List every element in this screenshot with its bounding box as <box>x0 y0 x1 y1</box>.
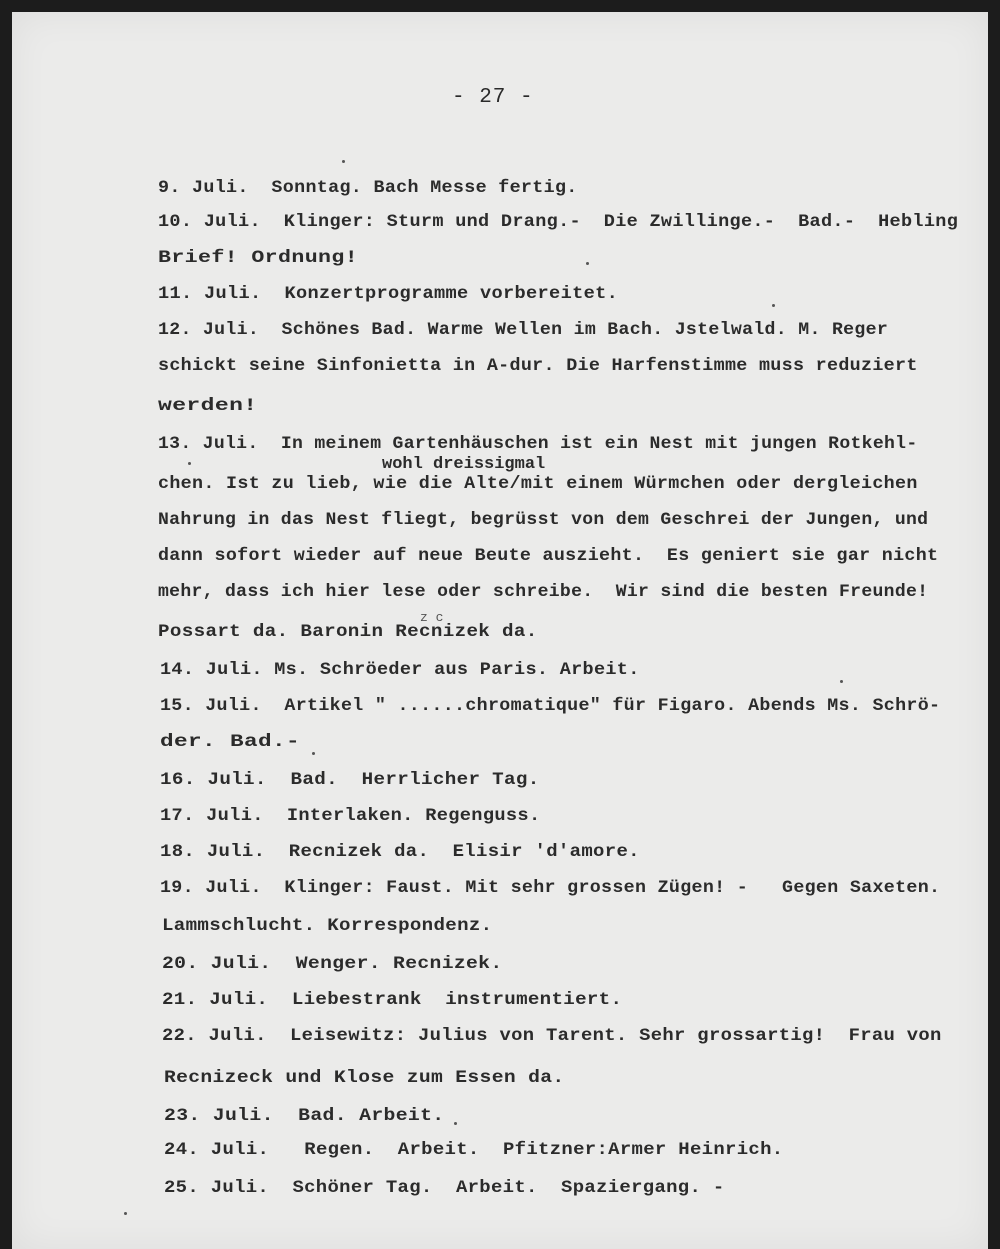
paper-speck <box>772 304 775 307</box>
text-line: der. Bad.- <box>160 732 301 752</box>
paper-speck <box>342 160 345 163</box>
paper-speck <box>454 1122 457 1125</box>
text-line: 12. Juli. Schönes Bad. Warme Wellen im Bach. Jstelwald. M. Reger <box>158 320 889 340</box>
text-line: Lammschlucht. Korrespondenz. <box>162 916 493 936</box>
text-line: 20. Juli. Wenger. Recnizek. <box>162 954 503 974</box>
paper-speck <box>586 262 589 265</box>
text-line: 13. Juli. In meinem Gartenhäuschen ist ein Nest mit jungen Rotkehl- <box>158 434 918 454</box>
text-line: dann sofort wieder auf neue Beute auszieht. Es geniert sie gar nicht <box>158 546 939 566</box>
text-line: 15. Juli. Artikel " ......chromatique" für Figaro. Abends Ms. Schrö- <box>160 696 941 716</box>
text-line: 14. Juli. Ms. Schröeder aus Paris. Arbeit. <box>160 660 640 680</box>
typewritten-page <box>12 12 988 1249</box>
text-line: 11. Juli. Konzertprogramme vorbereitet. <box>158 284 619 304</box>
text-line: werden! <box>158 396 258 416</box>
text-line: Brief! Ordnung! <box>158 248 359 268</box>
paper-speck <box>840 680 843 683</box>
text-line: mehr, dass ich hier lese oder schreibe. Wir sind die besten Freunde! <box>158 582 929 602</box>
text-line: 25. Juli. Schöner Tag. Arbeit. Spaziergang. - <box>164 1178 725 1198</box>
text-line: 10. Juli. Klinger: Sturm und Drang.- Die Zwillinge.- Bad.- Hebling <box>158 212 959 232</box>
text-line: Possart da. Baronin Recnizek da. <box>158 622 538 642</box>
text-line: 19. Juli. Klinger: Faust. Mit sehr grossen Zügen! - Gegen Saxeten. <box>160 878 941 898</box>
page-number: - 27 - <box>452 86 534 109</box>
text-line: 17. Juli. Interlaken. Regenguss. <box>160 806 541 826</box>
text-line: 9. Juli. Sonntag. Bach Messe fertig. <box>158 178 578 198</box>
text-line: Nahrung in das Nest fliegt, begrüsst von dem Geschrei der Jungen, und <box>158 510 929 530</box>
paper-speck <box>312 752 315 755</box>
text-line: schickt seine Sinfonietta in A-dur. Die Harfenstimme muss reduziert <box>158 356 918 376</box>
text-line: 23. Juli. Bad. Arbeit. <box>164 1106 445 1126</box>
text-line: 24. Juli. Regen. Arbeit. Pfitzner:Armer Heinrich. <box>164 1140 784 1160</box>
text-line: 18. Juli. Recnizek da. Elisir 'd'amore. <box>160 842 640 862</box>
interlinear-insert: wohl dreissigmal <box>382 455 546 474</box>
correction-marks: z c <box>420 610 444 625</box>
paper-speck <box>188 462 191 465</box>
text-line: Recnizeck und Klose zum Essen da. <box>164 1068 565 1088</box>
text-line: 22. Juli. Leisewitz: Julius von Tarent. Sehr grossartig! Frau von <box>162 1026 942 1046</box>
text-line: 21. Juli. Liebestrank instrumentiert. <box>162 990 623 1010</box>
text-line: 16. Juli. Bad. Herrlicher Tag. <box>160 770 540 790</box>
text-line: chen. Ist zu lieb, wie die Alte/mit einem Würmchen oder dergleichen <box>158 474 918 494</box>
paper-speck <box>124 1212 127 1215</box>
